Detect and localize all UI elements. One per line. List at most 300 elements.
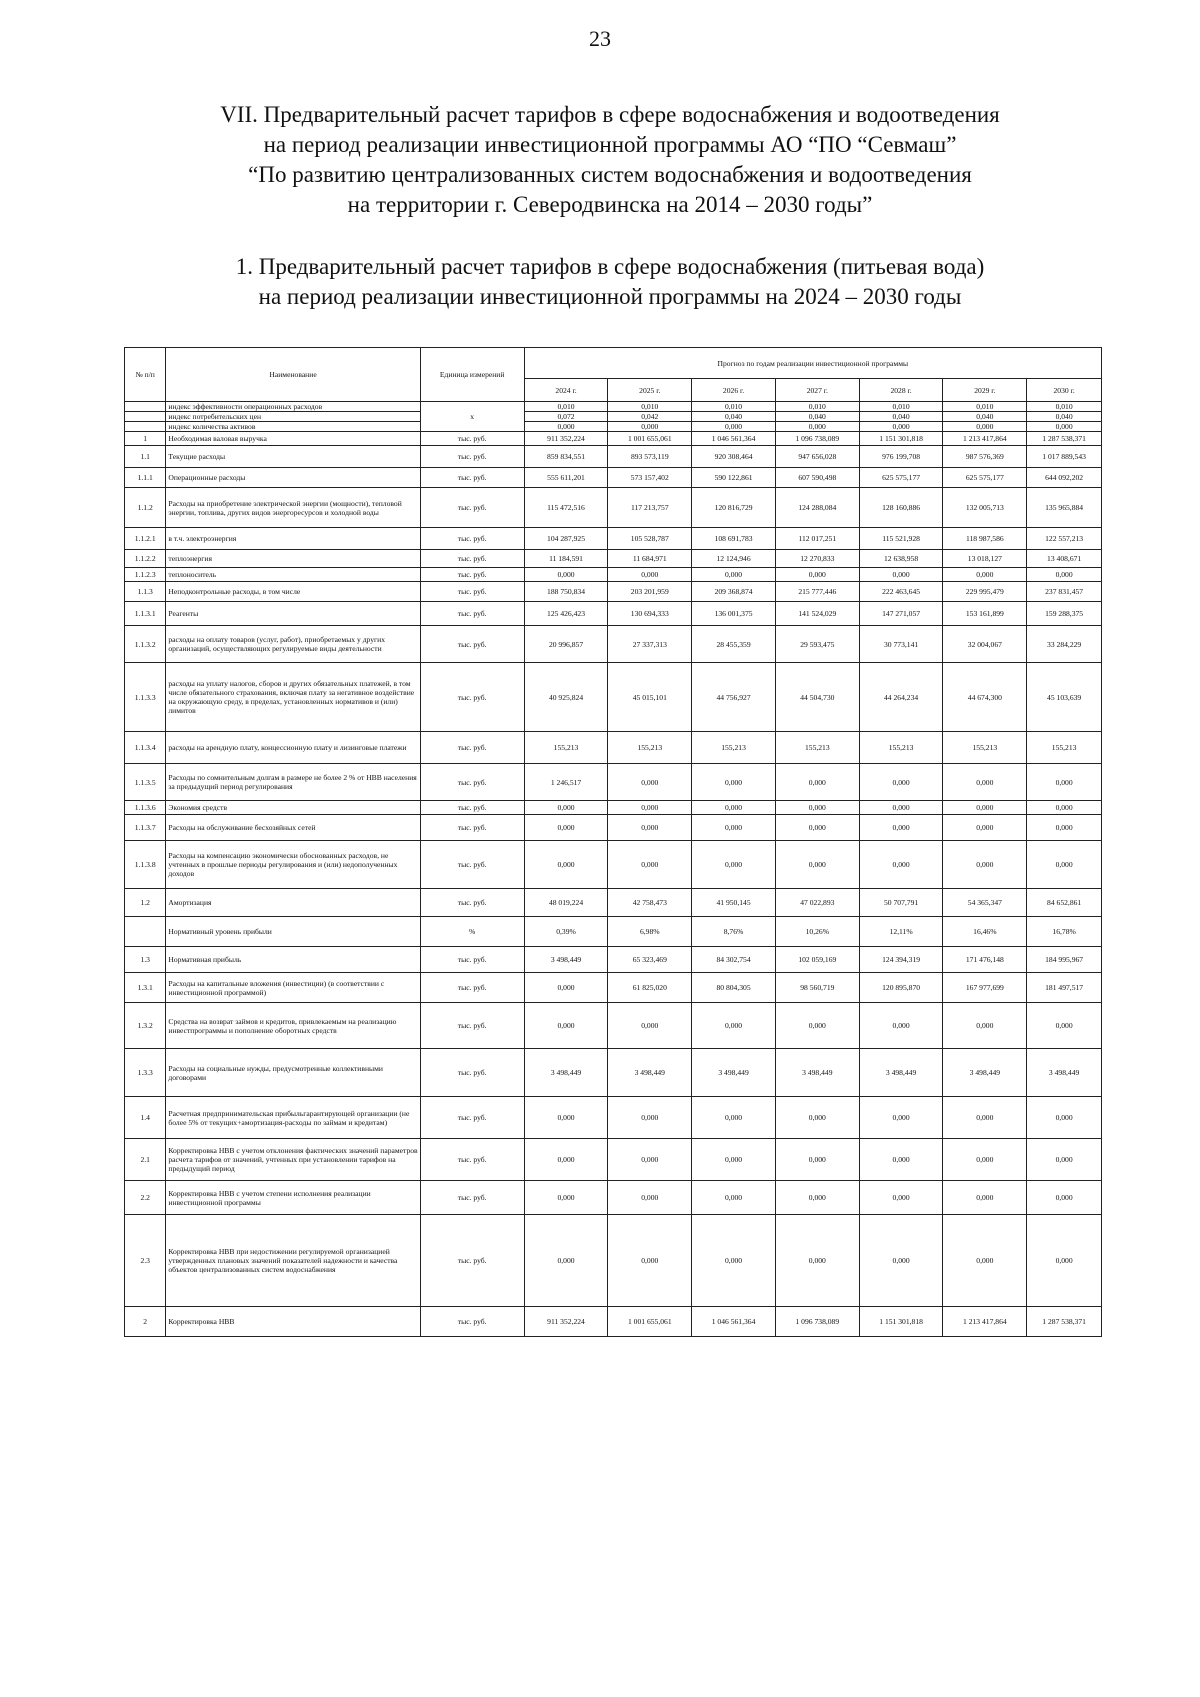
row-value: 102 059,169 <box>775 947 859 973</box>
row-value: 893 573,119 <box>608 446 692 468</box>
row-value: 27 337,313 <box>608 626 692 663</box>
row-value: 0,000 <box>608 1139 692 1181</box>
row-value: 155,213 <box>524 732 608 764</box>
row-value: 0,39% <box>524 917 608 947</box>
row-value: 0,000 <box>1027 815 1102 841</box>
row-name: Реагенты <box>166 602 420 626</box>
row-value: 0,000 <box>1027 764 1102 801</box>
row-number: 1.4 <box>125 1097 166 1139</box>
row-value: 0,010 <box>859 402 943 412</box>
row-name: Текущие расходы <box>166 446 420 468</box>
row-value: 0,000 <box>1027 1181 1102 1215</box>
row-unit: тыс. руб. <box>420 626 524 663</box>
row-value: 0,000 <box>692 815 776 841</box>
row-value: 911 352,224 <box>524 1307 608 1337</box>
header-forecast: Прогноз по годам реализации инвестиционной программы <box>524 348 1101 379</box>
header-year: 2026 г. <box>692 379 776 402</box>
row-value: 0,000 <box>859 801 943 815</box>
row-value: 0,000 <box>943 1097 1027 1139</box>
row-value: 147 271,057 <box>859 602 943 626</box>
row-number: 1.1.3 <box>125 582 166 602</box>
row-name: расходы на арендную плату, концессионную плату и лизинговые платежи <box>166 732 420 764</box>
table-row <box>125 815 1102 841</box>
row-value: 3 498,449 <box>943 1049 1027 1097</box>
row-value: 0,000 <box>1027 1215 1102 1307</box>
row-value: 0,000 <box>524 1215 608 1307</box>
row-value: 0,000 <box>608 568 692 582</box>
row-number: 1.1.3.6 <box>125 801 166 815</box>
row-value: 84 302,754 <box>692 947 776 973</box>
row-value: 115 521,928 <box>859 528 943 550</box>
row-number: 1.1.3.3 <box>125 663 166 732</box>
row-value: 124 394,319 <box>859 947 943 973</box>
subheading-line: 1. Предварительный расчет тарифов в сфере водоснабжения (питьевая вода) <box>235 254 985 279</box>
row-value: 0,000 <box>943 841 1027 889</box>
row-number: 1.1.3.5 <box>125 764 166 801</box>
row-value: 0,000 <box>859 1003 943 1049</box>
table-row <box>125 582 1102 602</box>
row-value: 0,000 <box>859 764 943 801</box>
row-number: 1.1.2 <box>125 488 166 528</box>
row-value: 0,000 <box>692 1097 776 1139</box>
row-value: 0,000 <box>775 568 859 582</box>
row-name: Корректировка НВВ при недостижении регулируемой организацией утвержденных плановых значений показателей надежности и качества объектов централизованных систем водоснабжения <box>166 1215 420 1307</box>
row-value: 0,010 <box>608 402 692 412</box>
row-value: 12,11% <box>859 917 943 947</box>
row-name: индекс потребительских цен <box>166 412 420 422</box>
row-value: 132 005,713 <box>943 488 1027 528</box>
row-value: 0,010 <box>775 402 859 412</box>
table-row <box>125 550 1102 568</box>
row-number: 1.1.3.7 <box>125 815 166 841</box>
row-name: Расходы на приобретение электрической энергии (мощности), тепловой энергии, топлива, других видов энергоресурсов и холодной воды <box>166 488 420 528</box>
row-value: 3 498,449 <box>1027 1049 1102 1097</box>
row-value: 0,010 <box>1027 402 1102 412</box>
row-value: 625 575,177 <box>859 468 943 488</box>
row-value: 0,000 <box>859 1215 943 1307</box>
row-value: 3 498,449 <box>524 1049 608 1097</box>
header-year: 2030 г. <box>1027 379 1102 402</box>
row-value: 12 638,958 <box>859 550 943 568</box>
row-number: 1.3.1 <box>125 973 166 1003</box>
row-name: теплоноситель <box>166 568 420 582</box>
row-value: 0,000 <box>608 841 692 889</box>
row-value: 0,040 <box>943 412 1027 422</box>
row-value: 0,000 <box>524 1181 608 1215</box>
row-value: 167 977,699 <box>943 973 1027 1003</box>
row-name: индекс количества активов <box>166 422 420 432</box>
row-value: 0,000 <box>692 1003 776 1049</box>
row-value: 1 213 417,864 <box>943 432 1027 446</box>
row-name: расходы на оплату товаров (услуг, работ), приобретаемых у других организаций, осуществляющих регулируемые виды деятельности <box>166 626 420 663</box>
row-value: 3 498,449 <box>692 1049 776 1097</box>
row-value: 0,000 <box>775 1003 859 1049</box>
row-value: 0,000 <box>524 422 608 432</box>
row-number: 1.1 <box>125 446 166 468</box>
row-number: 2.2 <box>125 1181 166 1215</box>
subsection-heading <box>150 252 1070 312</box>
row-value: 128 160,886 <box>859 488 943 528</box>
row-name: индекс эффективности операционных расходов <box>166 402 420 412</box>
table-row <box>125 732 1102 764</box>
row-value: 105 528,787 <box>608 528 692 550</box>
row-value: 41 950,145 <box>692 889 776 917</box>
row-value: 573 157,402 <box>608 468 692 488</box>
row-value: 48 019,224 <box>524 889 608 917</box>
row-value: 0,000 <box>1027 801 1102 815</box>
table-row <box>125 1139 1102 1181</box>
row-value: 0,000 <box>859 1139 943 1181</box>
row-unit: тыс. руб. <box>420 732 524 764</box>
row-value: 120 816,729 <box>692 488 776 528</box>
row-number: 1.1.1 <box>125 468 166 488</box>
table-row <box>125 528 1102 550</box>
row-name: Расходы на компенсацию экономически обоснованных расходов, не учтенных в прошлые периоды регулирования и (или) недополученных доходов <box>166 841 420 889</box>
table-row <box>125 488 1102 528</box>
row-value: 29 593,475 <box>775 626 859 663</box>
row-value: 0,000 <box>943 1003 1027 1049</box>
row-value: 12 270,833 <box>775 550 859 568</box>
row-value: 0,000 <box>524 1097 608 1139</box>
row-value: 117 213,757 <box>608 488 692 528</box>
row-value: 0,000 <box>1027 1139 1102 1181</box>
row-value: 1 046 561,364 <box>692 1307 776 1337</box>
table-row <box>125 801 1102 815</box>
row-value: 135 965,884 <box>1027 488 1102 528</box>
row-name: Расходы по сомнительным долгам в размере не более 2 % от НВВ населения за предыдущий период регулирования <box>166 764 420 801</box>
row-unit: тыс. руб. <box>420 663 524 732</box>
row-value: 184 995,967 <box>1027 947 1102 973</box>
row-value: 625 575,177 <box>943 468 1027 488</box>
row-value: 124 288,084 <box>775 488 859 528</box>
row-value: 115 472,516 <box>524 488 608 528</box>
row-value: 98 560,719 <box>775 973 859 1003</box>
row-value: 1 017 889,543 <box>1027 446 1102 468</box>
header-number: № п/п <box>125 348 166 402</box>
row-unit: тыс. руб. <box>420 1215 524 1307</box>
row-name: Корректировка НВВ с учетом отклонения фактических значений параметров расчета тарифов от значений, учтенных при установлении тарифов на предыдущий период <box>166 1139 420 1181</box>
row-unit: тыс. руб. <box>420 602 524 626</box>
row-value: 0,000 <box>1027 422 1102 432</box>
row-value: 6,98% <box>608 917 692 947</box>
index-row <box>125 422 1102 432</box>
row-value: 0,000 <box>524 815 608 841</box>
row-value: 0,000 <box>524 568 608 582</box>
row-value: 155,213 <box>775 732 859 764</box>
row-value: 155,213 <box>859 732 943 764</box>
row-value: 1 287 538,371 <box>1027 432 1102 446</box>
row-name: Нормативный уровень прибыли <box>166 917 420 947</box>
table-row <box>125 1215 1102 1307</box>
row-value: 0,000 <box>775 764 859 801</box>
table-row <box>125 663 1102 732</box>
row-value: 28 455,359 <box>692 626 776 663</box>
row-value: 0,000 <box>608 801 692 815</box>
row-value: 16,78% <box>1027 917 1102 947</box>
row-value: 50 707,791 <box>859 889 943 917</box>
row-value: 911 352,224 <box>524 432 608 446</box>
row-unit: тыс. руб. <box>420 1307 524 1337</box>
row-value: 987 576,369 <box>943 446 1027 468</box>
row-value: 155,213 <box>1027 732 1102 764</box>
row-value: 0,010 <box>943 402 1027 412</box>
row-value: 0,000 <box>943 815 1027 841</box>
row-value: 171 476,148 <box>943 947 1027 973</box>
row-value: 84 652,861 <box>1027 889 1102 917</box>
row-value: 44 756,927 <box>692 663 776 732</box>
row-value: 0,000 <box>1027 841 1102 889</box>
row-value: 0,000 <box>943 422 1027 432</box>
row-value: 0,000 <box>1027 1097 1102 1139</box>
header-name: Наименование <box>166 348 420 402</box>
header-year: 2029 г. <box>943 379 1027 402</box>
row-name: Корректировка НВВ <box>166 1307 420 1337</box>
row-number: 1.3.3 <box>125 1049 166 1097</box>
table-row <box>125 973 1102 1003</box>
row-value: 0,000 <box>775 1097 859 1139</box>
table-row <box>125 446 1102 468</box>
row-value: 44 674,300 <box>943 663 1027 732</box>
row-value: 16,46% <box>943 917 1027 947</box>
row-value: 188 750,834 <box>524 582 608 602</box>
row-value: 0,000 <box>608 1215 692 1307</box>
row-value: 644 092,202 <box>1027 468 1102 488</box>
row-value: 45 103,639 <box>1027 663 1102 732</box>
row-unit: х <box>420 402 524 432</box>
row-name: Расчетная предпринимательская прибыльгарантирующей организации (не более 5% от текущих+амортизация-расходы по займам и кредитам) <box>166 1097 420 1139</box>
row-value: 0,000 <box>524 1003 608 1049</box>
header-year: 2024 г. <box>524 379 608 402</box>
table-row <box>125 468 1102 488</box>
table-row <box>125 1003 1102 1049</box>
row-unit: тыс. руб. <box>420 432 524 446</box>
row-value: 0,000 <box>692 1215 776 1307</box>
row-value: 0,040 <box>859 412 943 422</box>
row-unit: тыс. руб. <box>420 446 524 468</box>
row-number: 1 <box>125 432 166 446</box>
row-value: 125 426,423 <box>524 602 608 626</box>
row-unit: тыс. руб. <box>420 973 524 1003</box>
row-name: Средства на возврат займов и кредитов, привлекаемым на реализацию инвестпрограммы и пополнение оборотных средств <box>166 1003 420 1049</box>
row-value: 0,000 <box>692 422 776 432</box>
row-value: 12 124,946 <box>692 550 776 568</box>
row-value: 203 201,959 <box>608 582 692 602</box>
row-value: 122 557,213 <box>1027 528 1102 550</box>
row-value: 215 777,446 <box>775 582 859 602</box>
row-unit: тыс. руб. <box>420 568 524 582</box>
row-value: 0,000 <box>1027 568 1102 582</box>
row-value: 54 365,347 <box>943 889 1027 917</box>
table-row <box>125 764 1102 801</box>
row-value: 3 498,449 <box>859 1049 943 1097</box>
row-value: 11 184,591 <box>524 550 608 568</box>
row-number: 1.1.3.4 <box>125 732 166 764</box>
row-value: 0,042 <box>608 412 692 422</box>
row-value: 0,000 <box>943 1215 1027 1307</box>
section-heading <box>150 100 1070 220</box>
row-unit: тыс. руб. <box>420 947 524 973</box>
row-value: 0,072 <box>524 412 608 422</box>
table-row <box>125 1097 1102 1139</box>
row-unit: тыс. руб. <box>420 801 524 815</box>
table-row <box>125 1181 1102 1215</box>
header-year: 2027 г. <box>775 379 859 402</box>
row-value: 0,040 <box>775 412 859 422</box>
row-value: 0,010 <box>692 402 776 412</box>
row-value: 47 022,893 <box>775 889 859 917</box>
row-value: 0,000 <box>859 422 943 432</box>
row-value: 1 151 301,818 <box>859 432 943 446</box>
heading-line: на территории г. Северодвинска на 2014 – 2030 годы” <box>347 192 873 217</box>
row-value: 0,000 <box>859 1097 943 1139</box>
index-row <box>125 402 1102 412</box>
row-value: 159 288,375 <box>1027 602 1102 626</box>
row-value: 0,000 <box>608 422 692 432</box>
row-value: 1 246,517 <box>524 764 608 801</box>
row-value: 0,000 <box>775 1215 859 1307</box>
row-name: Экономия средств <box>166 801 420 815</box>
tariff-table <box>124 347 1102 1337</box>
header-year: 2025 г. <box>608 379 692 402</box>
row-value: 141 524,029 <box>775 602 859 626</box>
row-value: 0,000 <box>692 1139 776 1181</box>
row-value: 0,000 <box>775 1181 859 1215</box>
row-value: 20 996,857 <box>524 626 608 663</box>
row-unit: тыс. руб. <box>420 1181 524 1215</box>
row-value: 0,000 <box>608 1003 692 1049</box>
row-unit: тыс. руб. <box>420 528 524 550</box>
page-number: 23 <box>589 26 611 51</box>
table-row <box>125 947 1102 973</box>
row-name: Корректировка НВВ с учетом степени исполнения реализации инвестиционной программы <box>166 1181 420 1215</box>
row-number: 1.1.3.8 <box>125 841 166 889</box>
row-value: 0,000 <box>943 568 1027 582</box>
row-value: 0,000 <box>692 801 776 815</box>
row-value: 32 004,067 <box>943 626 1027 663</box>
row-unit: тыс. руб. <box>420 468 524 488</box>
row-number: 1.2 <box>125 889 166 917</box>
row-value: 0,000 <box>943 1139 1027 1181</box>
subheading-line: на период реализации инвестиционной программы на 2024 – 2030 годы <box>258 284 962 309</box>
row-value: 3 498,449 <box>608 1049 692 1097</box>
row-value: 44 264,234 <box>859 663 943 732</box>
row-value: 153 161,899 <box>943 602 1027 626</box>
row-number <box>125 402 166 412</box>
row-value: 181 497,517 <box>1027 973 1102 1003</box>
row-value: 0,000 <box>859 568 943 582</box>
row-value: 0,000 <box>943 801 1027 815</box>
row-unit: % <box>420 917 524 947</box>
row-value: 947 656,028 <box>775 446 859 468</box>
row-value: 0,040 <box>1027 412 1102 422</box>
row-unit: тыс. руб. <box>420 550 524 568</box>
row-value: 120 895,870 <box>859 973 943 1003</box>
row-unit: тыс. руб. <box>420 1003 524 1049</box>
row-value: 555 611,201 <box>524 468 608 488</box>
row-value: 45 015,101 <box>608 663 692 732</box>
row-value: 859 834,551 <box>524 446 608 468</box>
heading-line: “По развитию централизованных систем водоснабжения и водоотведения <box>248 162 972 187</box>
row-value: 104 287,925 <box>524 528 608 550</box>
header-year: 2028 г. <box>859 379 943 402</box>
row-number: 1.1.3.2 <box>125 626 166 663</box>
row-name: Нормативная прибыль <box>166 947 420 973</box>
row-value: 30 773,141 <box>859 626 943 663</box>
row-value: 0,000 <box>692 1181 776 1215</box>
table-row <box>125 889 1102 917</box>
row-value: 3 498,449 <box>775 1049 859 1097</box>
table-row <box>125 1049 1102 1097</box>
row-name: Расходы на капитальные вложения (инвестиции) (в соответствии с инвестиционной программой) <box>166 973 420 1003</box>
row-name: Амортизация <box>166 889 420 917</box>
row-unit: тыс. руб. <box>420 764 524 801</box>
row-value: 13 018,127 <box>943 550 1027 568</box>
row-value: 8,76% <box>692 917 776 947</box>
row-value: 0,000 <box>608 1097 692 1139</box>
row-value: 108 691,783 <box>692 528 776 550</box>
row-name: Расходы на социальные нужды, предусмотренные коллективными договорами <box>166 1049 420 1097</box>
row-unit: тыс. руб. <box>420 488 524 528</box>
row-value: 65 323,469 <box>608 947 692 973</box>
table-row <box>125 568 1102 582</box>
row-value: 80 804,305 <box>692 973 776 1003</box>
row-value: 0,000 <box>692 841 776 889</box>
row-value: 0,000 <box>692 568 776 582</box>
row-value: 0,000 <box>775 841 859 889</box>
row-name: Неподконтрольные расходы, в том числе <box>166 582 420 602</box>
row-value: 61 825,020 <box>608 973 692 1003</box>
row-value: 209 368,874 <box>692 582 776 602</box>
row-value: 0,000 <box>524 801 608 815</box>
row-unit: тыс. руб. <box>420 1097 524 1139</box>
row-value: 237 831,457 <box>1027 582 1102 602</box>
row-value: 1 001 655,061 <box>608 432 692 446</box>
row-number: 2.1 <box>125 1139 166 1181</box>
row-number: 2.3 <box>125 1215 166 1307</box>
row-unit: тыс. руб. <box>420 1049 524 1097</box>
row-value: 33 284,229 <box>1027 626 1102 663</box>
row-number: 1.1.2.2 <box>125 550 166 568</box>
row-value: 0,000 <box>608 764 692 801</box>
table-row <box>125 626 1102 663</box>
index-row <box>125 412 1102 422</box>
row-value: 0,000 <box>524 1139 608 1181</box>
row-value: 1 151 301,818 <box>859 1307 943 1337</box>
row-value: 13 408,671 <box>1027 550 1102 568</box>
table-row <box>125 432 1102 446</box>
row-number: 1.1.3.1 <box>125 602 166 626</box>
heading-line: VII. Предварительный расчет тарифов в сфере водоснабжения и водоотведения <box>220 102 1000 127</box>
row-unit: тыс. руб. <box>420 582 524 602</box>
row-name: теплоэнергия <box>166 550 420 568</box>
row-value: 0,000 <box>943 1181 1027 1215</box>
row-value: 0,000 <box>608 1181 692 1215</box>
row-value: 0,000 <box>608 815 692 841</box>
row-name: Операционные расходы <box>166 468 420 488</box>
row-value: 0,000 <box>692 764 776 801</box>
row-value: 155,213 <box>943 732 1027 764</box>
row-value: 10,26% <box>775 917 859 947</box>
table-row <box>125 1307 1102 1337</box>
row-value: 0,000 <box>775 1139 859 1181</box>
row-value: 0,000 <box>775 801 859 815</box>
row-number: 1.1.2.1 <box>125 528 166 550</box>
row-value: 0,000 <box>1027 1003 1102 1049</box>
row-value: 1 046 561,364 <box>692 432 776 446</box>
row-value: 1 213 417,864 <box>943 1307 1027 1337</box>
table-row <box>125 602 1102 626</box>
row-value: 0,000 <box>859 1181 943 1215</box>
